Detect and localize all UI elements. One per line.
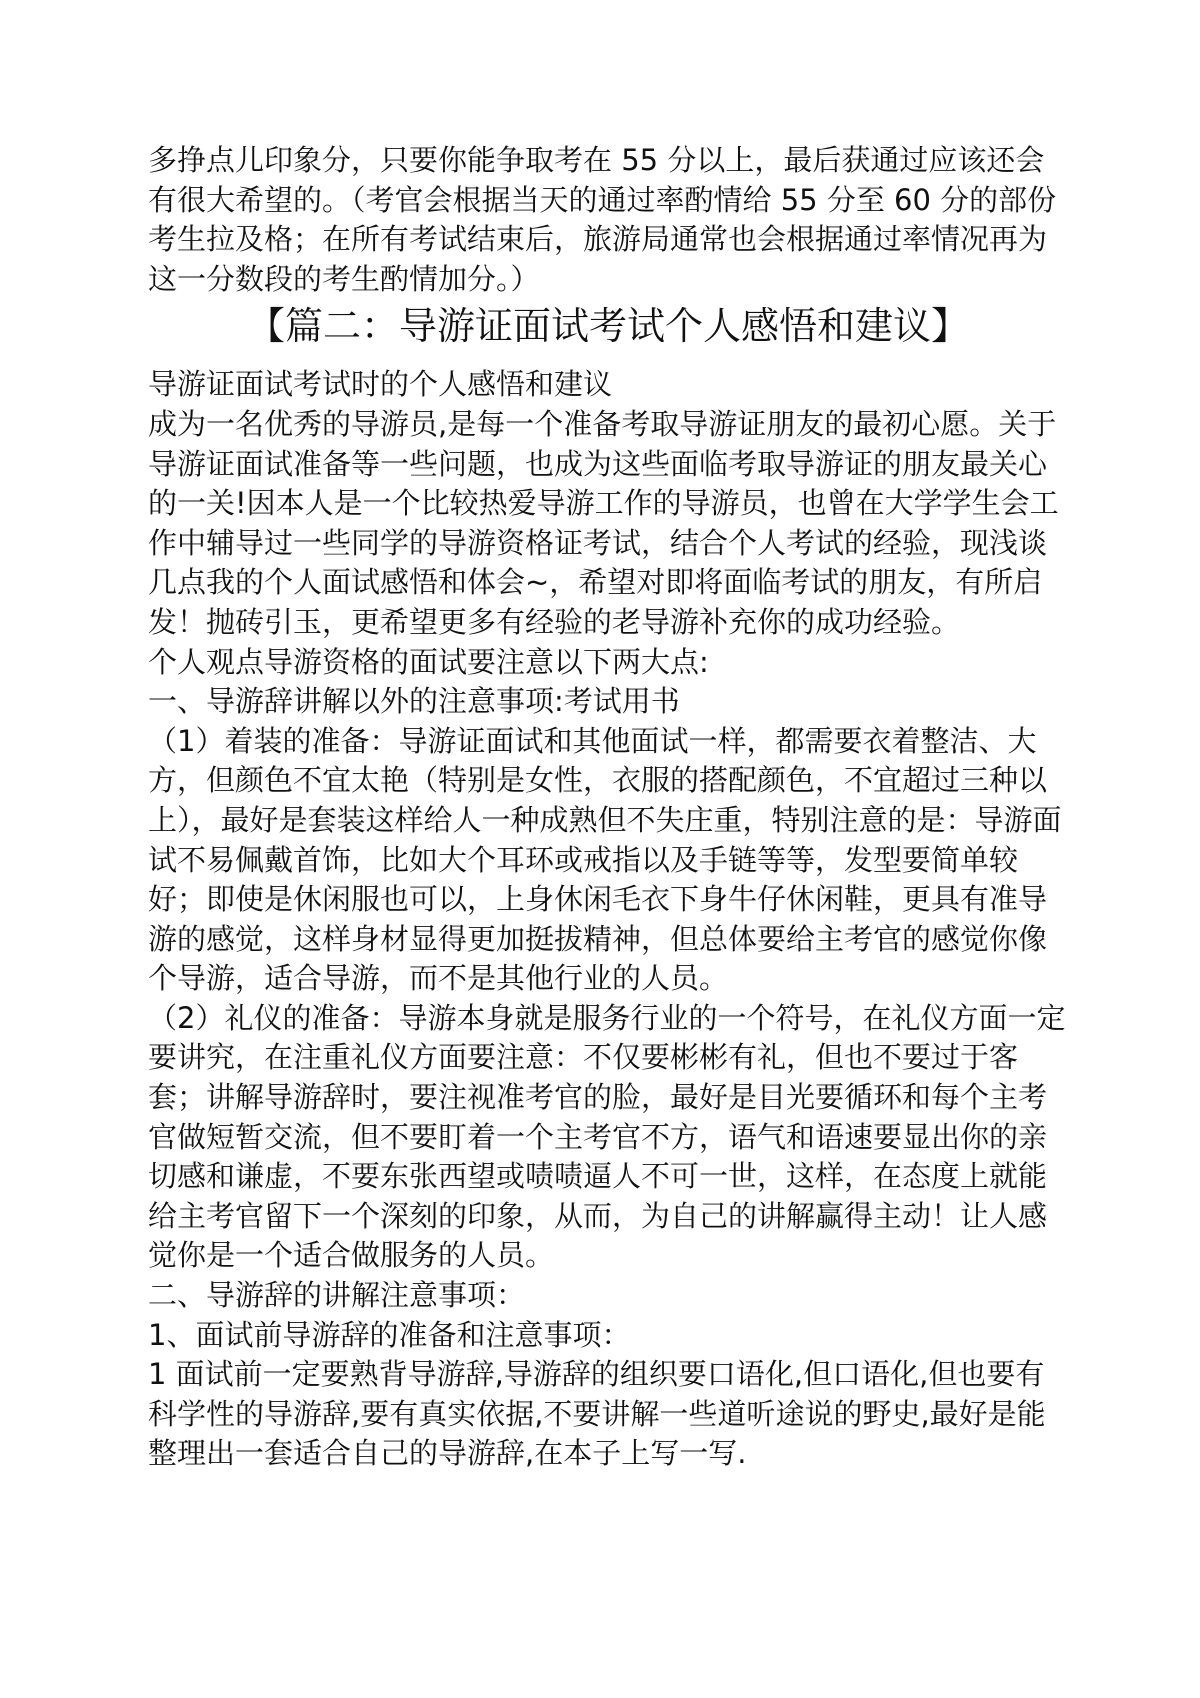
paragraph-section-one-title: 一、导游辞讲解以外的注意事项:考试用书 [148,684,680,719]
paragraph-attire: （1）着装的准备：导游证面试和其他面试一样，都需要衣着整洁、大方，但颜色不宜太艳（特别是女性，衣服的搭配颜色，不宜超过三种以上），最好是套装这样给人一种成熟但不失庄重，特别注意的是：导游面试不易佩戴首饰，比如大个耳环或戒指以及手链等等，发型要简单较好；即使是休闲服也可以，上身休闲毛衣下身牛仔休闲鞋，更具有准导游的感觉，这样身材显得更加挺拔精神，但总体要给主考官的感觉你像个导游，适合导游，而不是其他行业的人员。 [148,723,1062,996]
document-body [148,141,1068,1474]
paragraph-subtitle: 导游证面试考试时的个人感悟和建议 [148,367,613,402]
paragraph-preparation-title: 1、面试前导游辞的准备和注意事项： [148,1317,631,1352]
paragraph-etiquette: （2）礼仪的准备：导游本身就是服务行业的一个符号，在礼仪方面一定要讲究，在注重礼仪方面要注意：不仅要彬彬有礼，但也不要过于客套；讲解导游辞时，要注视准考官的脸，最好是目光要循环和每个主考官做短暂交流，但不要盯着一个主考官不方，语气和语速要显出你的亲切感和谦虚，不要东张西望或啧啧逼人不可一世，这样，在态度上就能给主考官留下一个深刻的印象，从而，为自己的讲解赢得主动！让人感觉你是一个适合做服务的人员。 [148,1000,1066,1273]
paragraph-preparation-point-1: 1 面试前一定要熟背导游辞,导游辞的组织要口语化,但口语化,但也要有科学性的导游辞,要有真实依据,不要讲解一些道听途说的野史,最好是能整理出一套适合自己的导游辞,在本子上写一写. [148,1357,1046,1471]
section-heading: 【篇二：导游证面试考试个人感悟和建议】 [246,304,969,349]
paragraph-introduction: 成为一名优秀的导游员,是每一个准备考取导游证朋友的最初心愿。关于导游证面试准备等一些问题，也成为这些面临考取导游证的朋友最关心的一关!因本人是一个比较热爱导游工作的导游员，也曾在大学学生会工作中辅导过一些同学的导游资格证考试，结合个人考试的经验，现浅谈几点我的个人面试感悟和体会~，希望对即将面临考试的朋友，有所启发！抛砖引玉，更希望更多有经验的老导游补充你的成功经验。 [148,406,1059,639]
paragraph-section-two-title: 二、导游辞的讲解注意事项： [148,1278,526,1313]
intro-paragraph: 多挣点儿印象分，只要你能争取考在 55 分以上，最后获通过应该还会有很大希望的。（考官会根据当天的通过率酌情给 55 分至 60 分的部份考生拉及格；在所有考试结束后，旅游局通常也会根据通过率情况再为这一分数段的考生酌情加分。） [148,143,1057,296]
paragraph-viewpoint: 个人观点导游资格的面试要注意以下两大点: [148,644,709,679]
